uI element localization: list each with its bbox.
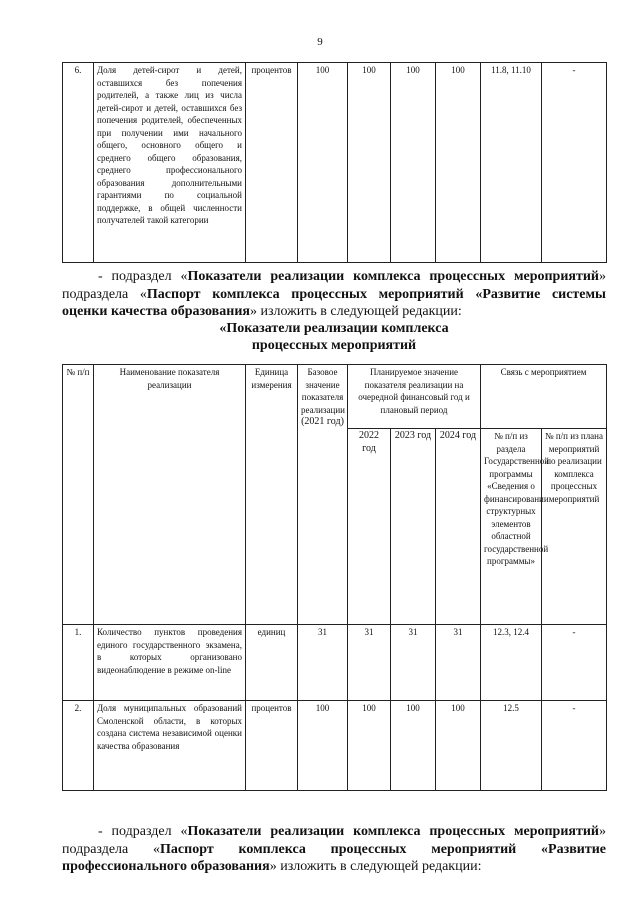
header-link-plan: № п/п из плана мероприятий по реализации комплекса процессных мероприятий — [542, 429, 607, 625]
table-row — [63, 701, 607, 791]
base-value-cell: 100 — [298, 701, 348, 791]
link-plan-cell: - — [542, 63, 607, 263]
header-2024: 2024 год — [436, 429, 481, 625]
header-base-label: Базовое значение показателя реализации — [301, 367, 345, 415]
header-planned: Планируемое значение показателя реализации на очередной финансовый год и плановый период — [348, 365, 481, 429]
header-name: Наименование показателя реализации — [94, 365, 246, 625]
header-link-program: № п/п из раздела Государственной программы «Сведения о финансировании структурных элементов областной государственной программы» — [481, 429, 542, 625]
header-base-year: (2021 год) — [301, 416, 344, 427]
table-row — [63, 63, 607, 263]
value-2022-cell: 100 — [348, 701, 391, 791]
row-number: 6. — [63, 63, 94, 263]
amendment-paragraph-2: - подраздел «Показатели реализации комплекса процессных мероприятий» подраздела «Паспорт комплекса процессных мероприятий «Развитие профессионального образования» изложить в следующей редакции: — [62, 824, 606, 874]
value-2024-cell: 100 — [436, 701, 481, 791]
value-2023-cell: 100 — [391, 701, 436, 791]
unit-cell: процентов — [246, 63, 298, 263]
row-number: 1. — [63, 625, 94, 701]
indicator-name: Доля детей-сирот и детей, оставшихся без попечения родителей, а также лиц из числа детей-сирот и детей, оставшихся без попечения родителей, обеспеченных при получении ими начального общего, основного общего и среднего общего образования, среднего профессионального образования дополнительными гарантиями по социальной поддержке, в общей численности получателей такой категории — [94, 63, 246, 263]
heading-line-1: «Показатели реализации комплекса — [219, 321, 449, 336]
value-2022-cell: 100 — [348, 63, 391, 263]
value-2024-cell: 100 — [436, 63, 481, 263]
header-base — [298, 365, 348, 625]
header-link: Связь с мероприятием — [481, 365, 607, 429]
value-2024-cell: 31 — [436, 625, 481, 701]
header-unit: Единица измерения — [246, 365, 298, 625]
heading-line-2: процессных мероприятий — [251, 338, 417, 353]
row-number: 2. — [63, 701, 94, 791]
value-2023-cell: 100 — [391, 63, 436, 263]
link-plan-cell: - — [542, 625, 607, 701]
header-2023: 2023 год — [391, 429, 436, 625]
table-row — [63, 625, 607, 701]
amendment-paragraph-1: - подраздел «Показатели реализации комплекса процессных мероприятий» подраздела «Паспорт комплекса процессных мероприятий «Развитие системы оценки качества образования» изложить в следующей редакции: — [62, 269, 606, 319]
value-2022-cell: 31 — [348, 625, 391, 701]
indicator-table — [62, 364, 607, 791]
page-number: 9 — [317, 36, 323, 48]
link-program-cell: 12.3, 12.4 — [481, 625, 542, 701]
header-row — [63, 365, 607, 429]
indicator-table-continued — [62, 62, 607, 263]
link-plan-cell: - — [542, 701, 607, 791]
indicator-name: Доля муниципальных образований Смоленской области, в которых создана система независимой оценки качества образования — [94, 701, 246, 791]
unit-cell: единиц — [246, 625, 298, 701]
value-2023-cell: 31 — [391, 625, 436, 701]
base-value-cell: 100 — [298, 63, 348, 263]
section-heading — [62, 320, 606, 354]
base-value-cell: 31 — [298, 625, 348, 701]
link-program-cell: 12.5 — [481, 701, 542, 791]
link-program-cell: 11.8, 11.10 — [481, 63, 542, 263]
indicator-name: Количество пунктов проведения единого государственного экзамена, в которых организовано видеонаблюдение в режиме on-line — [94, 625, 246, 701]
header-2022: 2022 год — [348, 429, 391, 625]
header-num: № п/п — [63, 365, 94, 625]
unit-cell: процентов — [246, 701, 298, 791]
